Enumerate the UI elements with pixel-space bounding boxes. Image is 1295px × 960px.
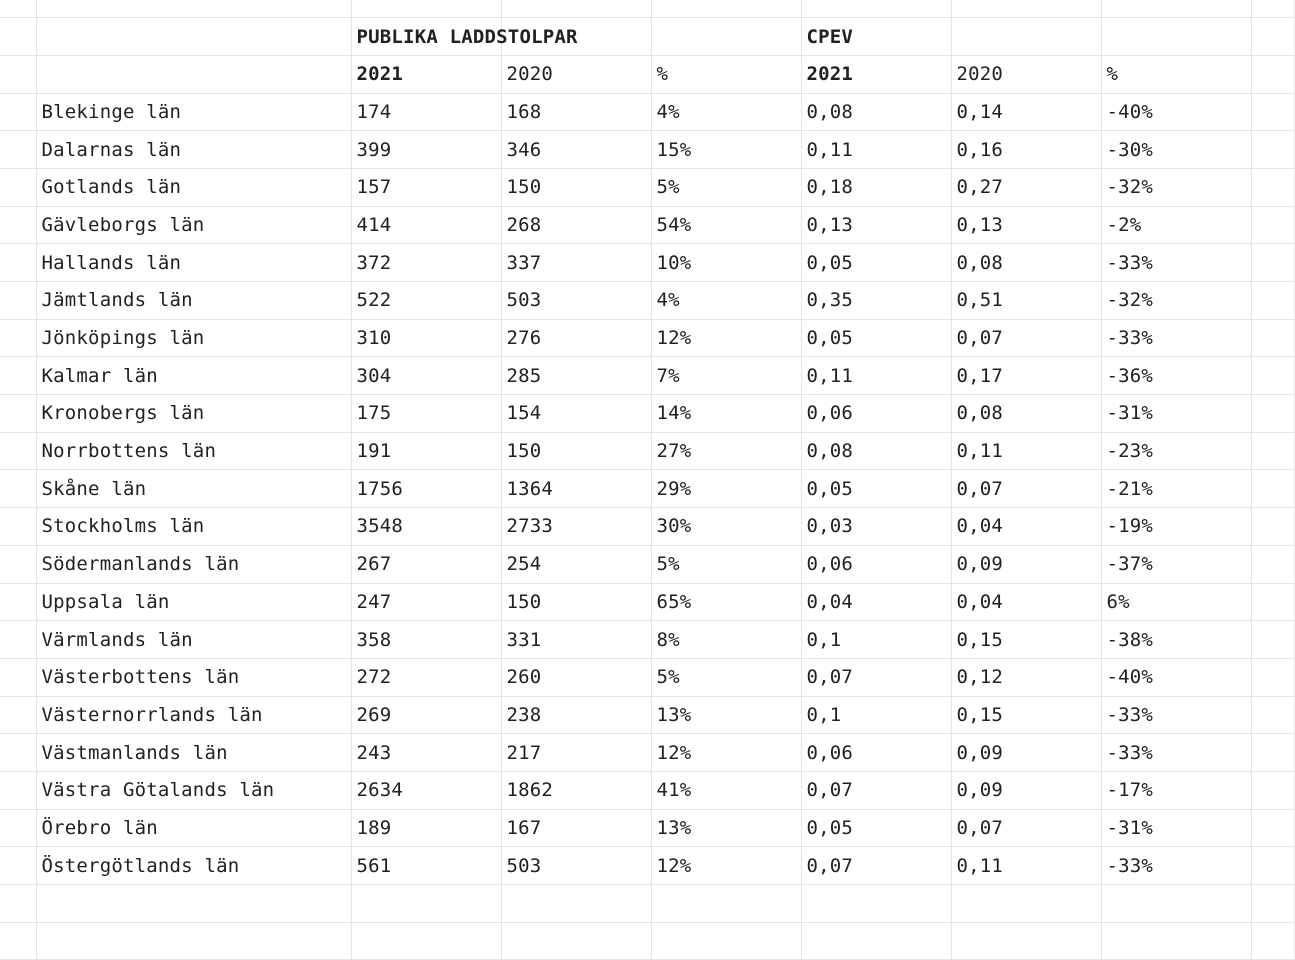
cell[interactable] (0, 771, 36, 809)
laddstolpar-2021-cell[interactable]: 189 (351, 809, 501, 847)
laddstolpar-2020-cell[interactable]: 503 (501, 282, 651, 320)
header-cell-laddstolpar-percent[interactable]: % (651, 55, 801, 93)
cpev-2021-cell[interactable]: 0,07 (801, 771, 951, 809)
cell[interactable] (1251, 357, 1294, 395)
cell[interactable] (0, 922, 36, 960)
cpev-2021-cell[interactable]: 0,1 (801, 696, 951, 734)
cpev-2021-cell[interactable]: 0,06 (801, 734, 951, 772)
header-cell-cpev-2020[interactable]: 2020 (951, 55, 1101, 93)
county-name-cell[interactable]: Dalarnas län (36, 131, 351, 169)
cpev-percent-cell[interactable]: -23% (1101, 432, 1251, 470)
cpev-2020-cell[interactable]: 0,07 (951, 319, 1101, 357)
table-row (0, 131, 1294, 169)
laddstolpar-2021-cell[interactable]: 269 (351, 696, 501, 734)
laddstolpar-2021-cell[interactable]: 372 (351, 244, 501, 282)
laddstolpar-2021-cell[interactable]: 247 (351, 583, 501, 621)
cpev-2021-cell[interactable]: 0,11 (801, 357, 951, 395)
cell[interactable] (801, 922, 951, 960)
cell[interactable] (1251, 282, 1294, 320)
laddstolpar-2020-cell[interactable]: 238 (501, 696, 651, 734)
header-cell-cpev[interactable]: CPEV (801, 18, 951, 56)
laddstolpar-percent-cell[interactable]: 12% (651, 319, 801, 357)
cpev-2020-cell[interactable]: 0,08 (951, 395, 1101, 433)
laddstolpar-2021-cell[interactable]: 399 (351, 131, 501, 169)
cell[interactable] (651, 885, 801, 923)
laddstolpar-percent-cell[interactable]: 54% (651, 206, 801, 244)
cpev-2021-cell[interactable]: 0,06 (801, 545, 951, 583)
county-name-cell[interactable]: Stockholms län (36, 508, 351, 546)
laddstolpar-2021-cell[interactable]: 358 (351, 621, 501, 659)
laddstolpar-percent-cell[interactable]: 7% (651, 357, 801, 395)
cpev-2020-cell[interactable]: 0,09 (951, 545, 1101, 583)
cell[interactable] (1251, 922, 1294, 960)
cell[interactable] (0, 93, 36, 131)
table-row (0, 206, 1294, 244)
cell[interactable] (1251, 168, 1294, 206)
cell[interactable] (1251, 734, 1294, 772)
cpev-2020-cell[interactable]: 0,07 (951, 809, 1101, 847)
cell[interactable] (0, 658, 36, 696)
cpev-percent-cell[interactable]: -40% (1101, 93, 1251, 131)
county-name-cell[interactable]: Kalmar län (36, 357, 351, 395)
cell[interactable] (0, 357, 36, 395)
laddstolpar-2020-cell[interactable]: 268 (501, 206, 651, 244)
cpev-2021-cell[interactable]: 0,18 (801, 168, 951, 206)
cell[interactable] (0, 0, 36, 18)
laddstolpar-2020-cell[interactable]: 276 (501, 319, 651, 357)
laddstolpar-2021-cell[interactable]: 174 (351, 93, 501, 131)
cpev-percent-cell[interactable]: -19% (1101, 508, 1251, 546)
cpev-2020-cell[interactable]: 0,13 (951, 206, 1101, 244)
laddstolpar-2020-cell[interactable]: 150 (501, 432, 651, 470)
cpev-2020-cell[interactable]: 0,16 (951, 131, 1101, 169)
laddstolpar-2020-cell[interactable]: 150 (501, 583, 651, 621)
cpev-2021-cell[interactable]: 0,05 (801, 809, 951, 847)
cpev-2020-cell[interactable]: 0,12 (951, 658, 1101, 696)
header-cell-publika-laddstolpar[interactable]: PUBLIKA LADDSTOLPAR (351, 18, 501, 56)
laddstolpar-2020-cell[interactable]: 2733 (501, 508, 651, 546)
cpev-percent-cell[interactable]: -17% (1101, 771, 1251, 809)
cpev-2021-cell[interactable]: 0,03 (801, 508, 951, 546)
table-row (0, 809, 1294, 847)
cell[interactable] (0, 847, 36, 885)
county-name-cell[interactable]: Värmlands län (36, 621, 351, 659)
cell[interactable] (1101, 0, 1251, 18)
table-row (0, 395, 1294, 433)
cell[interactable] (1251, 696, 1294, 734)
county-name-cell[interactable]: Västra Götalands län (36, 771, 351, 809)
cpev-2021-cell[interactable]: 0,07 (801, 658, 951, 696)
laddstolpar-2020-cell[interactable]: 260 (501, 658, 651, 696)
county-name-cell[interactable]: Uppsala län (36, 583, 351, 621)
cell[interactable] (0, 809, 36, 847)
laddstolpar-2021-cell[interactable]: 414 (351, 206, 501, 244)
cpev-2020-cell[interactable]: 0,04 (951, 508, 1101, 546)
cell[interactable] (1101, 922, 1251, 960)
cpev-percent-cell[interactable]: -33% (1101, 696, 1251, 734)
cell[interactable] (0, 395, 36, 433)
laddstolpar-2020-cell[interactable]: 346 (501, 131, 651, 169)
cpev-2020-cell[interactable]: 0,07 (951, 470, 1101, 508)
county-name-cell[interactable]: Västmanlands län (36, 734, 351, 772)
table-row (0, 470, 1294, 508)
cell[interactable] (1251, 885, 1294, 923)
cell[interactable] (0, 696, 36, 734)
table-row (0, 357, 1294, 395)
laddstolpar-percent-cell[interactable]: 65% (651, 583, 801, 621)
header-cell-cpev-2021[interactable]: 2021 (801, 55, 951, 93)
county-name-cell[interactable]: Gotlands län (36, 168, 351, 206)
cell[interactable] (0, 432, 36, 470)
cell[interactable] (351, 0, 501, 18)
table-row (0, 319, 1294, 357)
cell[interactable] (1251, 508, 1294, 546)
county-name-cell[interactable]: Södermanlands län (36, 545, 351, 583)
cell[interactable] (0, 734, 36, 772)
cell[interactable] (1251, 847, 1294, 885)
cell[interactable] (1251, 771, 1294, 809)
laddstolpar-2021-cell[interactable]: 267 (351, 545, 501, 583)
cpev-percent-cell[interactable]: -33% (1101, 734, 1251, 772)
cpev-percent-cell[interactable]: -31% (1101, 395, 1251, 433)
cell[interactable] (1251, 244, 1294, 282)
cell[interactable] (36, 55, 351, 93)
table-row (0, 583, 1294, 621)
laddstolpar-percent-cell[interactable]: 13% (651, 809, 801, 847)
cell[interactable] (651, 0, 801, 18)
laddstolpar-2021-cell[interactable]: 272 (351, 658, 501, 696)
cell[interactable] (951, 885, 1101, 923)
cpev-2021-cell[interactable]: 0,07 (801, 847, 951, 885)
cell[interactable] (1251, 809, 1294, 847)
cell[interactable] (1251, 18, 1294, 56)
laddstolpar-percent-cell[interactable]: 29% (651, 470, 801, 508)
cpev-2021-cell[interactable]: 0,35 (801, 282, 951, 320)
cpev-percent-cell[interactable]: -33% (1101, 319, 1251, 357)
cell[interactable] (0, 18, 36, 56)
cell[interactable] (501, 885, 651, 923)
table-row (0, 244, 1294, 282)
county-name-cell[interactable]: Jämtlands län (36, 282, 351, 320)
cpev-percent-cell[interactable]: -2% (1101, 206, 1251, 244)
laddstolpar-2021-cell[interactable]: 304 (351, 357, 501, 395)
laddstolpar-2020-cell[interactable]: 168 (501, 93, 651, 131)
laddstolpar-percent-cell[interactable]: 12% (651, 734, 801, 772)
table-row (0, 168, 1294, 206)
cell[interactable] (501, 0, 651, 18)
laddstolpar-2020-cell[interactable]: 154 (501, 395, 651, 433)
table-row (0, 658, 1294, 696)
cell[interactable] (0, 282, 36, 320)
cpev-2020-cell[interactable]: 0,17 (951, 357, 1101, 395)
header-cell-laddstolpar-2020[interactable]: 2020 (501, 55, 651, 93)
laddstolpar-2021-cell[interactable]: 561 (351, 847, 501, 885)
cpev-2021-cell[interactable]: 0,11 (801, 131, 951, 169)
cell[interactable] (1251, 93, 1294, 131)
table-row (0, 847, 1294, 885)
table-row (0, 621, 1294, 659)
county-name-cell[interactable]: Blekinge län (36, 93, 351, 131)
county-name-cell[interactable]: Västernorrlands län (36, 696, 351, 734)
laddstolpar-2020-cell[interactable]: 503 (501, 847, 651, 885)
cell[interactable] (951, 922, 1101, 960)
table-row (0, 696, 1294, 734)
county-name-cell[interactable]: Kronobergs län (36, 395, 351, 433)
group-header-row (0, 18, 1294, 56)
cpev-percent-cell[interactable]: -33% (1101, 847, 1251, 885)
year-header-row (0, 55, 1294, 93)
cpev-2020-cell[interactable]: 0,09 (951, 734, 1101, 772)
laddstolpar-percent-cell[interactable]: 5% (651, 168, 801, 206)
cpev-2020-cell[interactable]: 0,51 (951, 282, 1101, 320)
laddstolpar-percent-cell[interactable]: 30% (651, 508, 801, 546)
cpev-percent-cell[interactable]: -21% (1101, 470, 1251, 508)
cell[interactable] (1251, 470, 1294, 508)
cell[interactable] (1251, 0, 1294, 18)
county-name-cell[interactable]: Västerbottens län (36, 658, 351, 696)
table-row (0, 432, 1294, 470)
cpev-2020-cell[interactable]: 0,15 (951, 621, 1101, 659)
laddstolpar-percent-cell[interactable]: 13% (651, 696, 801, 734)
cpev-percent-cell[interactable]: 6% (1101, 583, 1251, 621)
cell[interactable] (36, 18, 351, 56)
laddstolpar-percent-cell[interactable]: 41% (651, 771, 801, 809)
laddstolpar-2020-cell[interactable]: 331 (501, 621, 651, 659)
cpev-2020-cell[interactable]: 0,27 (951, 168, 1101, 206)
cpev-2020-cell[interactable]: 0,14 (951, 93, 1101, 131)
cell[interactable] (0, 621, 36, 659)
cell[interactable] (1251, 131, 1294, 169)
table-row (0, 508, 1294, 546)
laddstolpar-percent-cell[interactable]: 14% (651, 395, 801, 433)
laddstolpar-2020-cell[interactable]: 1364 (501, 470, 651, 508)
county-name-cell[interactable]: Jönköpings län (36, 319, 351, 357)
blank-row (0, 885, 1294, 923)
cell[interactable] (36, 0, 351, 18)
cell[interactable] (1251, 319, 1294, 357)
table-row (0, 282, 1294, 320)
laddstolpar-2021-cell[interactable]: 175 (351, 395, 501, 433)
cpev-2021-cell[interactable]: 0,04 (801, 583, 951, 621)
laddstolpar-percent-cell[interactable]: 5% (651, 545, 801, 583)
cell[interactable] (0, 168, 36, 206)
laddstolpar-2021-cell[interactable]: 157 (351, 168, 501, 206)
cell[interactable] (0, 470, 36, 508)
laddstolpar-2020-cell[interactable]: 150 (501, 168, 651, 206)
cell[interactable] (0, 131, 36, 169)
cpev-2020-cell[interactable]: 0,09 (951, 771, 1101, 809)
laddstolpar-2020-cell[interactable]: 285 (501, 357, 651, 395)
cell[interactable] (951, 18, 1101, 56)
table-row (0, 545, 1294, 583)
cpev-2021-cell[interactable]: 0,08 (801, 432, 951, 470)
cpev-2021-cell[interactable]: 0,06 (801, 395, 951, 433)
cell[interactable] (1101, 885, 1251, 923)
cpev-percent-cell[interactable]: -37% (1101, 545, 1251, 583)
cell[interactable] (801, 885, 951, 923)
cpev-2021-cell[interactable]: 0,13 (801, 206, 951, 244)
header-cell-cpev-percent[interactable]: % (1101, 55, 1251, 93)
cell[interactable] (351, 885, 501, 923)
cpev-2021-cell[interactable]: 0,05 (801, 470, 951, 508)
laddstolpar-2020-cell[interactable]: 337 (501, 244, 651, 282)
laddstolpar-percent-cell[interactable]: 5% (651, 658, 801, 696)
county-name-cell[interactable]: Östergötlands län (36, 847, 351, 885)
cpev-percent-cell[interactable]: -32% (1101, 168, 1251, 206)
laddstolpar-2021-cell[interactable]: 310 (351, 319, 501, 357)
laddstolpar-2021-cell[interactable]: 3548 (351, 508, 501, 546)
laddstolpar-percent-cell[interactable]: 8% (651, 621, 801, 659)
county-name-cell[interactable]: Örebro län (36, 809, 351, 847)
cpev-2021-cell[interactable]: 0,08 (801, 93, 951, 131)
cpev-percent-cell[interactable]: -31% (1101, 809, 1251, 847)
laddstolpar-2020-cell[interactable]: 217 (501, 734, 651, 772)
cell[interactable] (1251, 658, 1294, 696)
cell[interactable] (351, 922, 501, 960)
cell[interactable] (0, 206, 36, 244)
cell[interactable] (0, 583, 36, 621)
laddstolpar-2021-cell[interactable]: 1756 (351, 470, 501, 508)
table-row (0, 734, 1294, 772)
cell[interactable] (0, 319, 36, 357)
county-name-cell[interactable]: Gävleborgs län (36, 206, 351, 244)
cpev-2020-cell[interactable]: 0,11 (951, 432, 1101, 470)
cell[interactable] (0, 545, 36, 583)
laddstolpar-percent-cell[interactable]: 4% (651, 282, 801, 320)
county-name-cell[interactable]: Skåne län (36, 470, 351, 508)
cell[interactable] (1251, 621, 1294, 659)
cell[interactable] (0, 508, 36, 546)
cell[interactable] (0, 55, 36, 93)
cell[interactable] (36, 922, 351, 960)
header-cell-laddstolpar-2021[interactable]: 2021 (351, 55, 501, 93)
cpev-2021-cell[interactable]: 0,1 (801, 621, 951, 659)
cell[interactable] (1251, 432, 1294, 470)
laddstolpar-2021-cell[interactable]: 2634 (351, 771, 501, 809)
cell[interactable] (0, 244, 36, 282)
cell[interactable] (1251, 55, 1294, 93)
laddstolpar-2021-cell[interactable]: 191 (351, 432, 501, 470)
cpev-percent-cell[interactable]: -38% (1101, 621, 1251, 659)
cell[interactable] (1251, 206, 1294, 244)
laddstolpar-2021-cell[interactable]: 243 (351, 734, 501, 772)
table-row (0, 93, 1294, 131)
laddstolpar-2020-cell[interactable]: 1862 (501, 771, 651, 809)
laddstolpar-percent-cell[interactable]: 27% (651, 432, 801, 470)
cpev-percent-cell[interactable]: -40% (1101, 658, 1251, 696)
cpev-percent-cell[interactable]: -30% (1101, 131, 1251, 169)
cpev-2021-cell[interactable]: 0,05 (801, 319, 951, 357)
cell[interactable] (951, 0, 1101, 18)
table-row (0, 771, 1294, 809)
county-name-cell[interactable]: Norrbottens län (36, 432, 351, 470)
laddstolpar-2020-cell[interactable]: 167 (501, 809, 651, 847)
cpev-2020-cell[interactable]: 0,11 (951, 847, 1101, 885)
county-name-cell[interactable]: Hallands län (36, 244, 351, 282)
cell[interactable] (501, 922, 651, 960)
cpev-percent-cell[interactable]: -33% (1101, 244, 1251, 282)
cell[interactable] (1251, 395, 1294, 433)
laddstolpar-percent-cell[interactable]: 15% (651, 131, 801, 169)
laddstolpar-percent-cell[interactable]: 10% (651, 244, 801, 282)
cpev-2020-cell[interactable]: 0,15 (951, 696, 1101, 734)
cpev-percent-cell[interactable]: -36% (1101, 357, 1251, 395)
blank-row (0, 922, 1294, 960)
laddstolpar-2020-cell[interactable]: 254 (501, 545, 651, 583)
cell[interactable] (36, 885, 351, 923)
cell[interactable] (1101, 18, 1251, 56)
cell[interactable] (651, 18, 801, 56)
laddstolpar-percent-cell[interactable]: 12% (651, 847, 801, 885)
cell[interactable] (1251, 583, 1294, 621)
laddstolpar-2021-cell[interactable]: 522 (351, 282, 501, 320)
cell[interactable] (0, 885, 36, 923)
cpev-2021-cell[interactable]: 0,05 (801, 244, 951, 282)
cell[interactable] (801, 0, 951, 18)
laddstolpar-percent-cell[interactable]: 4% (651, 93, 801, 131)
cpev-2020-cell[interactable]: 0,08 (951, 244, 1101, 282)
blank-row (0, 0, 1294, 18)
cpev-percent-cell[interactable]: -32% (1101, 282, 1251, 320)
cpev-2020-cell[interactable]: 0,04 (951, 583, 1101, 621)
cell[interactable] (651, 922, 801, 960)
cell[interactable] (1251, 545, 1294, 583)
